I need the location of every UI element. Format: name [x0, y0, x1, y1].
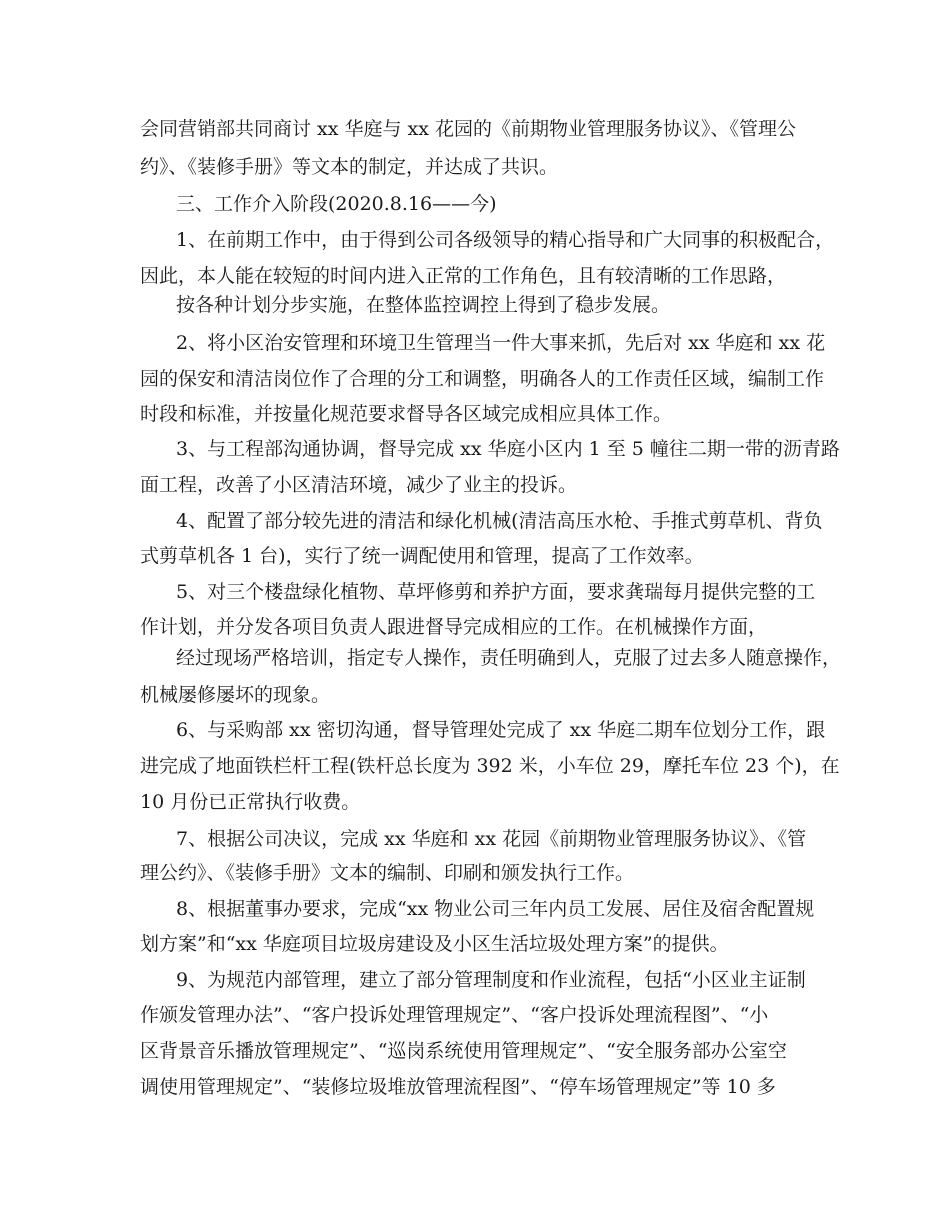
text-line: 进完成了地面铁栏杆工程(铁杆总长度为 392 米，小车位 29，摩托车位 23 个)，在 — [140, 755, 840, 777]
paragraph-first-line: 1、在前期工作中，由于得到公司各级领导的精心指导和广大同事的积极配合， — [176, 229, 835, 251]
text-line: 理公约》、《装修手册》文本的编制、印刷和颁发执行工作。 — [140, 862, 635, 884]
paragraph-first-line: 4、配置了部分较先进的清洁和绿化机械(清洁高压水枪、手推式剪草机、背负 — [176, 510, 823, 532]
text-line: 调使用管理规定”、“装修垃圾堆放管理流程图”、“停车场管理规定”等 10 多 — [140, 1076, 776, 1098]
text-line: 区背景音乐播放管理规定”、“巡岗系统使用管理规定”、“安全服务部办公室空 — [140, 1040, 787, 1062]
text-line: 会同营销部共同商讨 xx 华庭与 xx 花园的《前期物业管理服务协议》、《管理公 — [140, 118, 797, 140]
paragraph-first-line: 按各种计划分步实施，在整体监控调控上得到了稳步发展。 — [176, 294, 671, 316]
text-line: 划方案”和“xx 华庭项目垃圾房建设及小区生活垃圾处理方案”的提供。 — [140, 933, 729, 955]
text-line: 式剪草机各 1 台)，实行了统一调配使用和管理，提高了工作效率。 — [140, 545, 704, 567]
section-heading: 三、工作介入阶段(2020.8.16——今) — [176, 193, 497, 215]
paragraph-first-line: 8、根据董事办要求，完成“xx 物业公司三年内员工发展、居住及宿舍配置规 — [176, 898, 815, 920]
paragraph-first-line: 6、与采购部 xx 密切沟通，督导管理处完成了 xx 华庭二期车位划分工作，跟 — [176, 719, 826, 741]
paragraph-first-line: 7、根据公司决议，完成 xx 华庭和 xx 花园《前期物业管理服务协议》、《管 — [176, 828, 807, 850]
text-line: 作颁发管理办法”、“客户投诉处理管理规定”、“客户投诉处理流程图”、“小 — [140, 1004, 769, 1026]
text-line: 机械屡修屡坏的现象。 — [140, 684, 331, 706]
paragraph-first-line: 2、将小区治安管理和环境卫生管理当一件大事来抓，先后对 xx 华庭和 xx 花 — [176, 332, 826, 354]
text-line: 作计划，并分发各项目负责人跟进督导完成相应的工作。在机械操作方面， — [140, 616, 768, 638]
text-line: 园的保安和清洁岗位作了合理的分工和调整，明确各人的工作责任区域，编制工作 — [140, 368, 825, 390]
text-line: 10 月份已正常执行收费。 — [140, 791, 361, 813]
text-line: 因此，本人能在较短的时间内进入正常的工作角色，且有较清晰的工作思路， — [140, 265, 787, 287]
paragraph-first-line: 经过现场严格培训，指定专人操作，责任明确到人，克服了过去多人随意操作， — [176, 647, 842, 669]
text-line: 约》、《装修手册》等文本的制定，并达成了共识。 — [140, 156, 559, 178]
text-line: 面工程，改善了小区清洁环境，减少了业主的投诉。 — [140, 474, 578, 496]
text-line: 时段和标准，并按量化规范要求督导各区域完成相应具体工作。 — [140, 403, 673, 425]
paragraph-first-line: 5、对三个楼盘绿化植物、草坪修剪和养护方面，要求龚瑞每月提供完整的工 — [176, 581, 816, 603]
paragraph-first-line: 3、与工程部沟通协调，督导完成 xx 华庭小区内 1 至 5 幢往二期一带的沥青路 — [176, 438, 840, 460]
paragraph-first-line: 9、为规范内部管理，建立了部分管理制度和作业流程，包括“小区业主证制 — [176, 969, 806, 991]
